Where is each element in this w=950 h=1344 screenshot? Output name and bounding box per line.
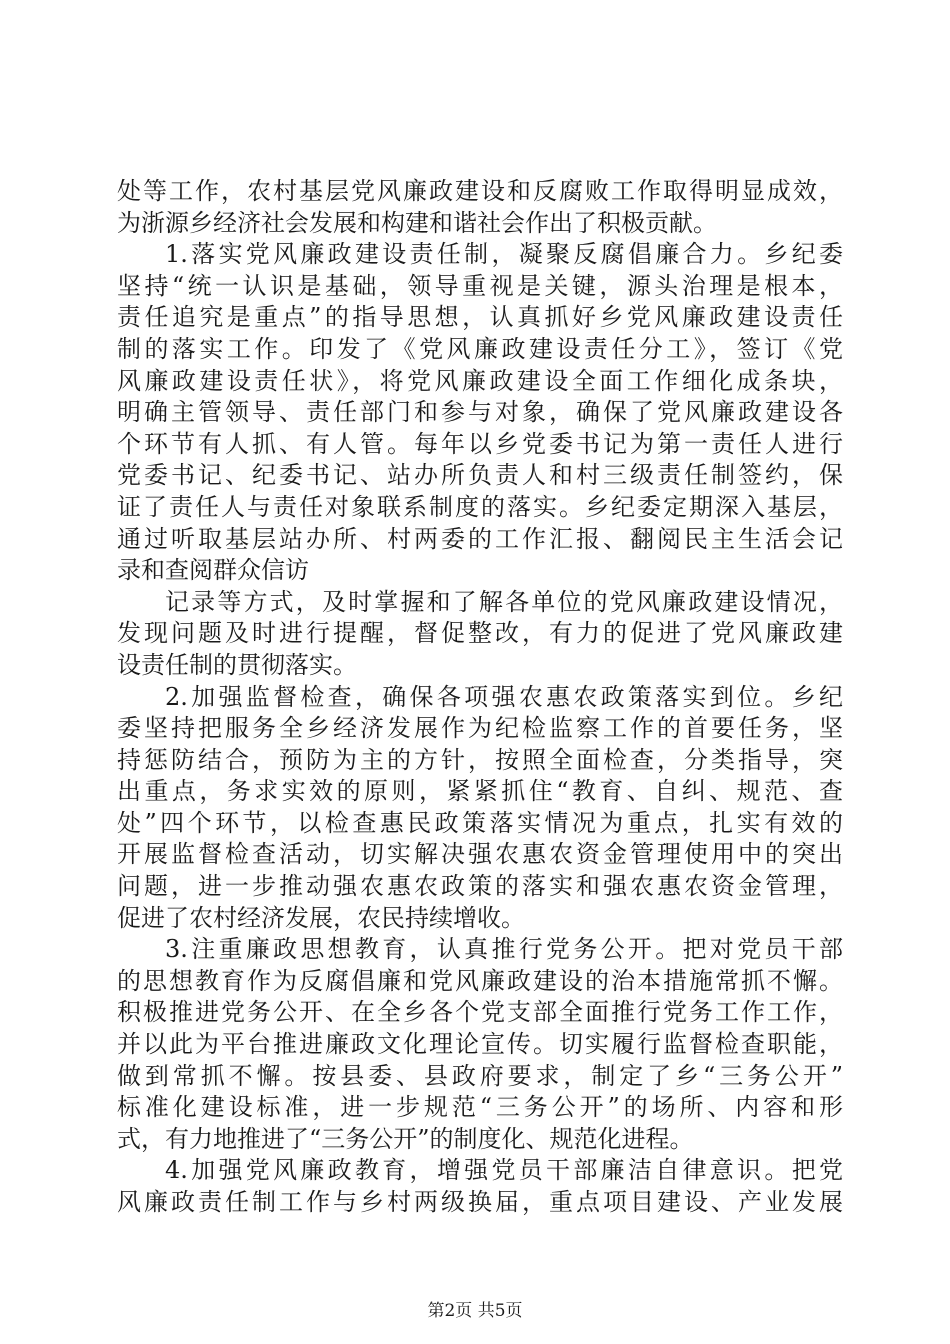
page-footer: 第2页 共5页 [427, 1301, 523, 1321]
text-line: 制的落实工作。印发了《党风廉政建设责任分工》，签订《党 [117, 334, 843, 363]
document-body [117, 176, 843, 1219]
text-line: 处”四个环节，以检查惠民政策落实情况为重点，扎实有效的 [117, 808, 843, 837]
text-line: 发现问题及时进行提醒，督促整改，有力的促进了党风廉政建 [117, 619, 843, 648]
text-line: 积极推进党务公开、在全乡各个党支部全面推行党务工作工作， [117, 998, 843, 1027]
text-line: 个环节有人抓、有人管。每年以乡党委书记为第一责任人进行 [117, 429, 843, 458]
text-line: 式，有力地推进了“三务公开”的制度化、规范化进程。 [117, 1124, 694, 1153]
text-line: 党委书记、纪委书记、站办所负责人和村三级责任制签约，保 [117, 461, 843, 490]
text-line: 记录等方式，及时掌握和了解各单位的党风廉政建设情况， [165, 587, 843, 616]
text-line: 处等工作，农村基层党风廉政建设和反腐败工作取得明显成效， [117, 177, 843, 205]
text-line: 1.落实党风廉政建设责任制，凝聚反腐倡廉合力。乡纪委 [165, 240, 843, 269]
text-line: 为浙源乡经济社会发展和构建和谐社会作出了积极贡献。 [117, 208, 717, 237]
text-line: 坚持“统一认识是基础，领导重视是关键，源头治理是根本， [117, 271, 843, 300]
text-line: 并以此为平台推进廉政文化理论宣传。切实履行监督检查职能， [117, 1030, 843, 1059]
text-line: 风廉政责任制工作与乡村两级换届，重点项目建设、产业发展 [117, 1188, 843, 1216]
text-line: 问题，进一步推动强农惠农政策的落实和强农惠农资金管理， [117, 872, 843, 901]
text-line: 4.加强党风廉政教育，增强党员干部廉洁自律意识。把党 [165, 1156, 843, 1185]
text-line: 通过听取基层站办所、村两委的工作汇报、翻阅民主生活会记 [117, 524, 843, 553]
text-line: 开展监督检查活动，切实解决强农惠农资金管理使用中的突出 [117, 840, 843, 869]
text-line: 做到常抓不懈。按县委、县政府要求，制定了乡“三务公开” [117, 1061, 843, 1090]
text-line: 的思想教育作为反腐倡廉和党风廉政建设的治本措施常抓不懈。 [117, 966, 843, 995]
text-line: 促进了农村经济发展，农民持续增收。 [117, 903, 525, 932]
text-line: 3.注重廉政思想教育，认真推行党务公开。把对党员干部 [165, 935, 843, 964]
text-line: 明确主管领导、责任部门和参与对象，确保了党风廉政建设各 [117, 398, 843, 427]
text-line: 2.加强监督检查，确保各项强农惠农政策落实到位。乡纪 [165, 682, 843, 711]
text-line: 持惩防结合，预防为主的方针，按照全面检查，分类指导，突 [117, 745, 843, 774]
text-line: 证了责任人与责任对象联系制度的落实。乡纪委定期深入基层， [117, 492, 843, 521]
text-line: 设责任制的贯彻落实。 [117, 650, 357, 679]
text-line: 风廉政建设责任状》，将党风廉政建设全面工作细化成条块， [117, 366, 843, 395]
text-line: 委坚持把服务全乡经济发展作为纪检监察工作的首要任务，坚 [117, 714, 843, 743]
text-line: 出重点，务求实效的原则，紧紧抓住“教育、自纠、规范、查 [117, 777, 843, 806]
text-line: 录和查阅群众信访 [117, 556, 309, 585]
text-line: 责任追究是重点”的指导思想，认真抓好乡党风廉政建设责任 [117, 303, 843, 332]
text-line: 标准化建设标准，进一步规范“三务公开”的场所、内容和形 [117, 1093, 843, 1122]
